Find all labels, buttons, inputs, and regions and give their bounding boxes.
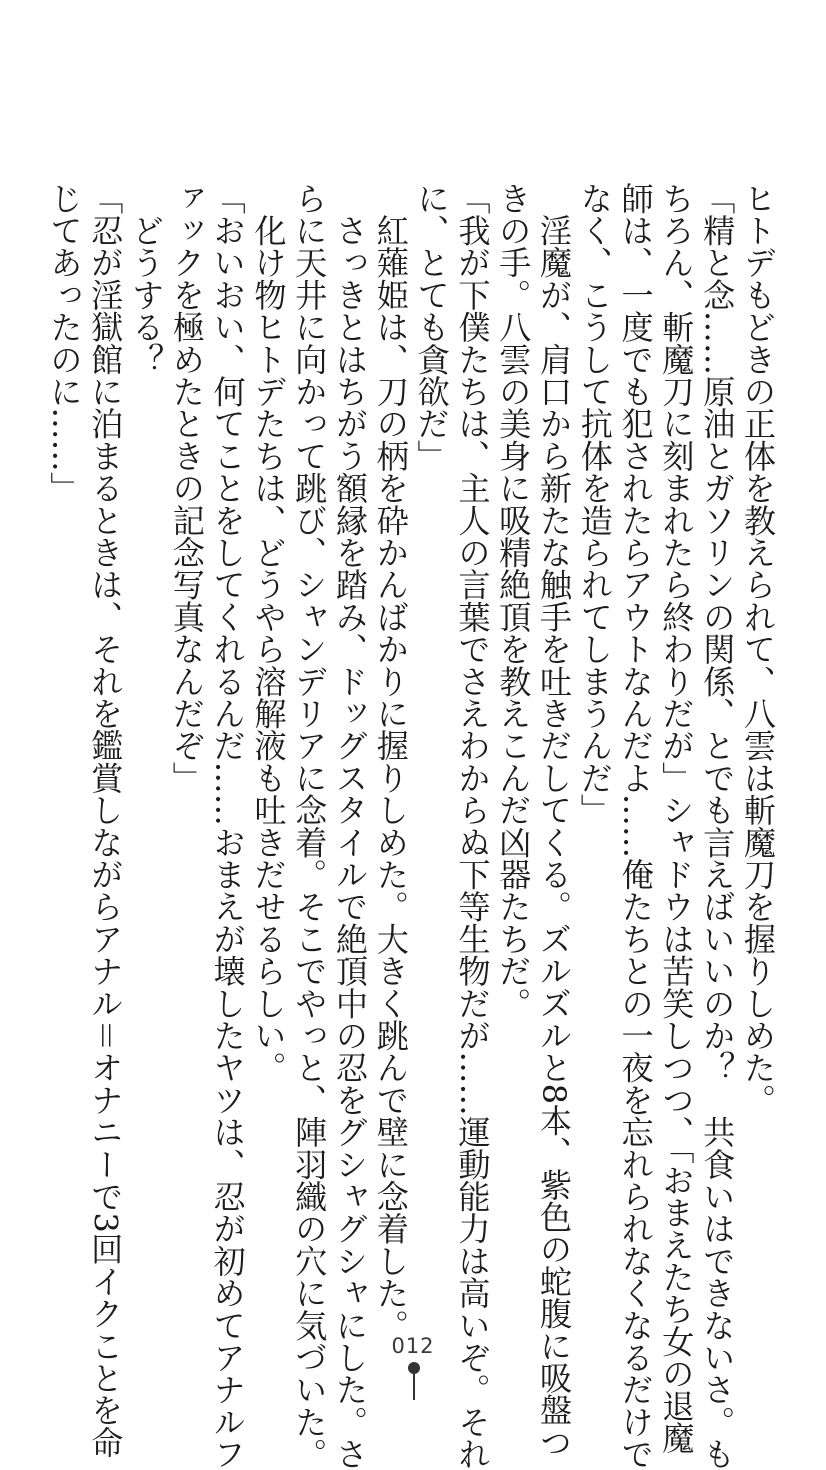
text-line: ァックを極めたときの記念写真なんだぞ」	[167, 182, 206, 794]
text-line: に、とても貪欲だ」	[412, 182, 451, 472]
page-number: 012	[391, 1334, 435, 1358]
text-line: きの手。八雲の美身に吸精絶頂を教えこんだ凶器たちだ。	[494, 182, 533, 1020]
text-line: なく、こうして抗体を造られてしまうんだ」	[575, 182, 614, 826]
text-line: 師は、一度でも犯されたらアウトなんだよ……俺たちとの一夜を忘れられなくなるだけで	[616, 182, 655, 1470]
page-marker-icon	[408, 1362, 420, 1400]
text-line: 「精と念……原油とガソリンの関係、とでも言えばいいのか？ 共食いはできないさ。も	[698, 182, 737, 1470]
text-line: らに天井に向かって跳び、シャンデリアに念着。そこでやっと、陣羽織の穴に気づいた。	[290, 182, 329, 1470]
text-line: どうする？	[127, 182, 166, 376]
marker-stem	[413, 1372, 415, 1400]
text-line: さっきとはちがう額縁を踏み、ドッグスタイルで絶頂中の忍をグシャグシャにした。さ	[331, 182, 370, 1470]
text-line: 「我が下僕たちは、主人の言葉でさえわからぬ下等生物だが……運動能力は高いぞ。それ	[453, 182, 492, 1470]
text-line: 淫魔が、肩口から新たな触手を吐きだしてくる。ズルズルと8本、紫色の蛇腹に吸盤つ	[535, 182, 574, 1459]
text-line: 「忍が淫獄館に泊まるときは、それを鑑賞しながらアナル＝オナニーで3回イクことを命	[86, 182, 125, 1459]
text-line: ちろん、斬魔刀に刻まれたら終わりだが」シャドウは苦笑しつつ、「おまえたち女の退魔	[657, 182, 696, 1454]
text-line: じてあったのに……」	[45, 182, 84, 504]
text-line: 紅薙姫は、刀の柄を砕かんばかりに握りしめた。大きく跳んで壁に念着した。	[371, 182, 410, 1342]
text-line: 「おいおい、何てことをしてくれるんだ……おまえが壊したヤツは、忍が初めてアナルフ	[208, 182, 247, 1470]
text-line: 化け物ヒトデたちは、どうやら溶解液も吐きだせるらしい。	[249, 182, 288, 1084]
text-line: ヒトデもどきの正体を教えられて、八雲は斬魔刀を握りしめた。	[739, 182, 777, 1116]
